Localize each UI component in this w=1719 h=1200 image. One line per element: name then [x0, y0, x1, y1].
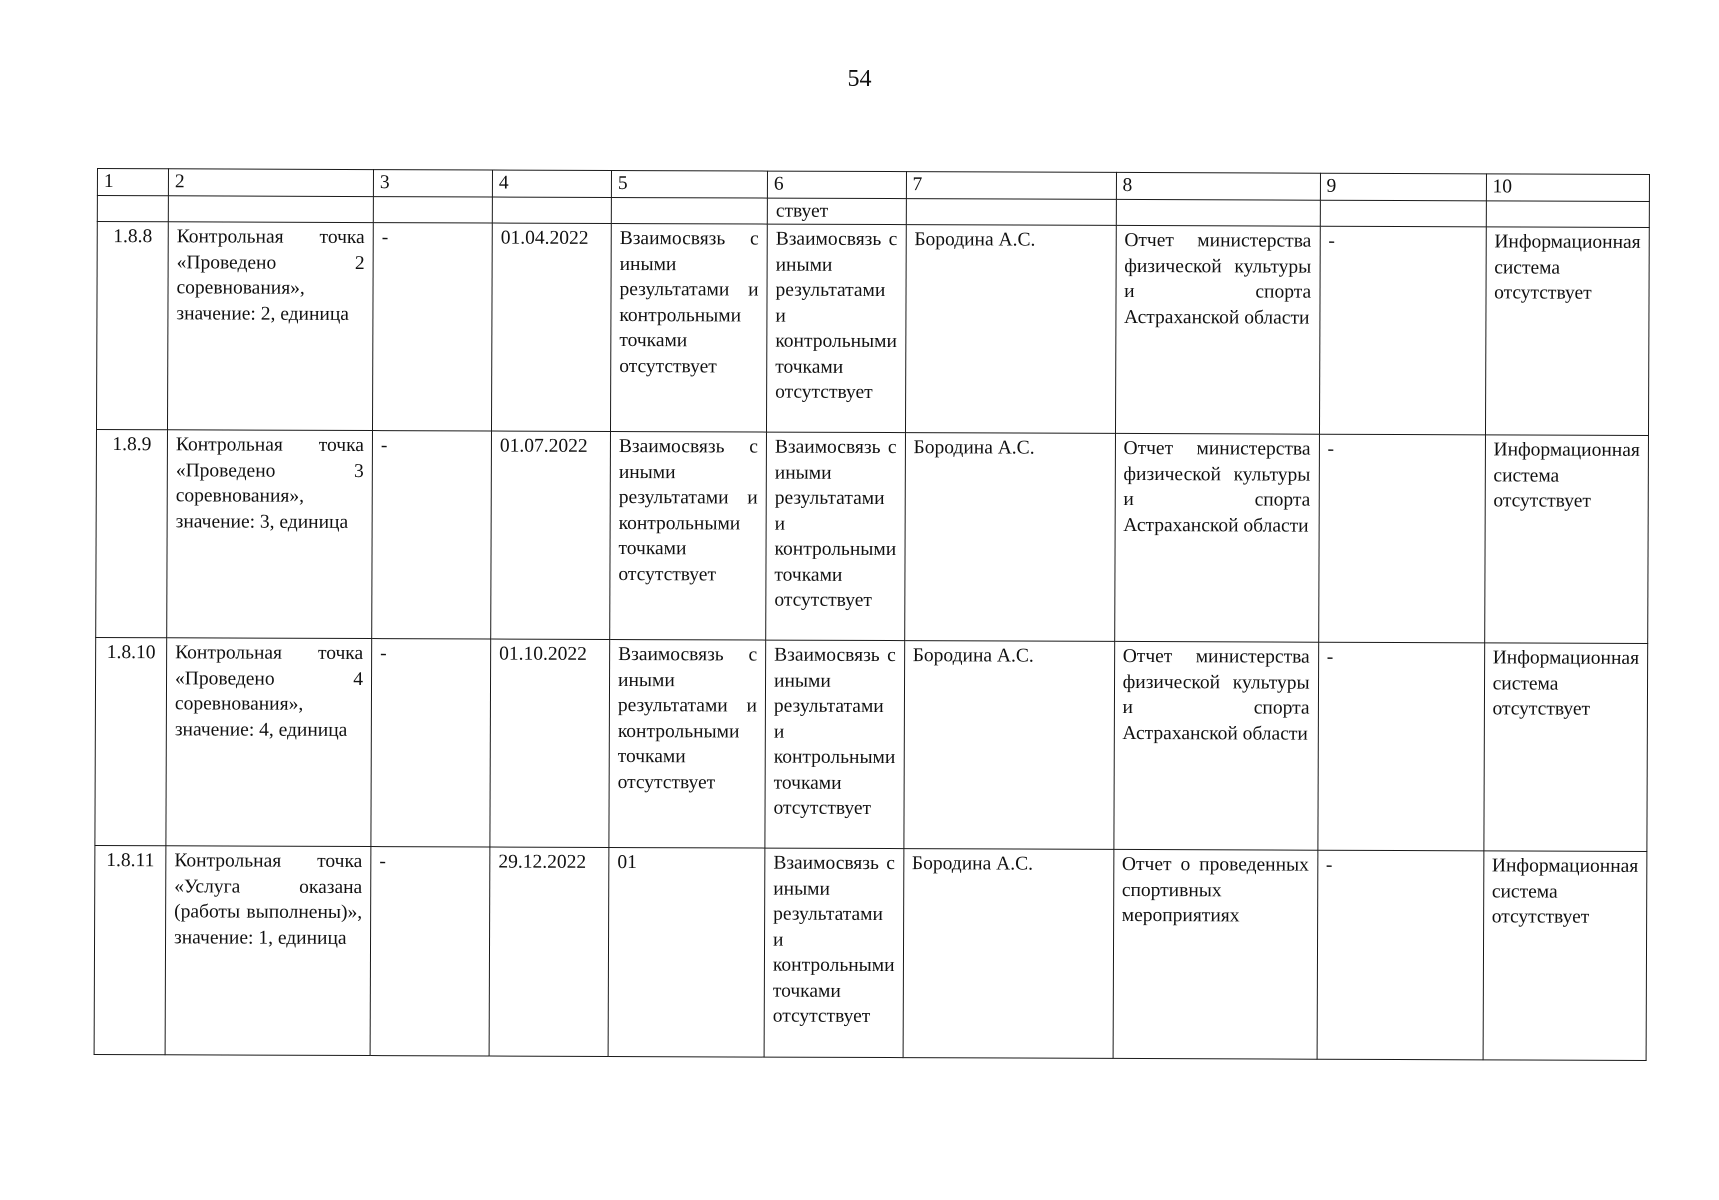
- continuation-cell: [1486, 200, 1649, 227]
- responsible-person: Бородина А.С.: [903, 849, 1114, 1059]
- control-point-name: Контрольная точка «Проведено 2 соревнования», значение: 2, единица: [167, 222, 373, 431]
- continuation-cell: ствует: [767, 198, 906, 225]
- relations-cell: Взаимосвязь с иными результатами и контрольными точками отсутствует: [766, 432, 905, 641]
- column-9-value: -: [1317, 850, 1484, 1060]
- relations-cell: 01: [608, 847, 765, 1057]
- column-3-value: -: [372, 223, 492, 431]
- column-3-value: -: [370, 847, 490, 1056]
- date-cell: 01.04.2022: [491, 223, 611, 431]
- continuation-cell: [906, 198, 1116, 225]
- table-row: [96, 222, 1649, 436]
- column-number: 2: [168, 169, 373, 196]
- relations-cell: Взаимосвязь с иными результатами и контрольными точками отсутствует: [610, 431, 767, 640]
- column-9-value: -: [1318, 434, 1485, 643]
- column-number: 5: [611, 170, 767, 197]
- column-9-value: -: [1317, 642, 1484, 851]
- column-number: 6: [767, 171, 906, 198]
- continuation-cell: [611, 197, 767, 224]
- report-type: Отчет министерства физической культуры и спорта Астраханской области: [1115, 225, 1320, 434]
- column-number: 8: [1116, 172, 1320, 199]
- responsible-person: Бородина А.С.: [904, 433, 1115, 642]
- continuation-cell: [1320, 200, 1486, 227]
- information-system: Информационная система отсутствует: [1483, 851, 1647, 1061]
- row-number: 1.8.11: [94, 845, 166, 1054]
- report-type: Отчет министерства физической культуры и спорта Астраханской области: [1114, 641, 1319, 850]
- control-point-name: Контрольная точка «Услуга оказана (работы выполнены)», значение: 1, единица: [165, 846, 371, 1056]
- information-system: Информационная система отсутствует: [1485, 227, 1649, 436]
- responsible-person: Бородина А.С.: [905, 225, 1116, 434]
- relations-cell: Взаимосвязь с иными результатами и контрольными точками отсутствует: [765, 640, 904, 849]
- control-point-name: Контрольная точка «Проведено 3 соревнования», значение: 3, единица: [167, 430, 373, 639]
- column-3-value: -: [371, 639, 491, 847]
- column-number: 10: [1486, 174, 1649, 201]
- date-cell: 29.12.2022: [489, 847, 609, 1056]
- row-number: 1.8.10: [95, 637, 167, 845]
- row-number: 1.8.8: [96, 222, 168, 430]
- row-number: 1.8.9: [96, 430, 168, 638]
- relations-cell: Взаимосвязь с иными результатами и контрольными точками отсутствует: [609, 639, 766, 848]
- relations-cell: Взаимосвязь с иными результатами и контрольными точками отсутствует: [610, 223, 767, 432]
- table-row: [94, 845, 1647, 1060]
- date-cell: 01.07.2022: [491, 431, 611, 639]
- column-3-value: -: [372, 431, 492, 639]
- continuation-cell: [373, 196, 492, 223]
- relations-cell: Взаимосвязь с иными результатами и контрольными точками отсутствует: [766, 224, 905, 433]
- column-number: 3: [373, 170, 492, 197]
- responsible-person: Бородина А.С.: [904, 641, 1115, 850]
- information-system: Информационная система отсутствует: [1484, 435, 1648, 644]
- date-cell: 01.10.2022: [490, 639, 610, 847]
- report-type: Отчет министерства физической культуры и спорта Астраханской области: [1114, 433, 1319, 642]
- control-point-name: Контрольная точка «Проведено 4 соревнования», значение: 4, единица: [166, 638, 372, 847]
- column-number: 4: [492, 170, 611, 197]
- control-points-table: [94, 168, 1650, 1061]
- continuation-cell: [168, 195, 373, 222]
- report-type: Отчет о проведенных спортивных мероприятиях: [1113, 849, 1318, 1059]
- column-9-value: -: [1319, 226, 1486, 435]
- column-number: 1: [97, 169, 168, 196]
- column-number: 7: [906, 172, 1116, 199]
- relations-cell: Взаимосвязь с иными результатами и контрольными точками отсутствует: [764, 848, 903, 1058]
- table-row: [95, 637, 1648, 851]
- page-number: 54: [847, 66, 872, 92]
- column-number: 9: [1320, 173, 1486, 200]
- continuation-cell: [97, 195, 168, 222]
- continuation-cell: [1116, 199, 1320, 226]
- table-row: [96, 430, 1649, 644]
- information-system: Информационная система отсутствует: [1483, 643, 1647, 852]
- continuation-cell: [492, 197, 611, 224]
